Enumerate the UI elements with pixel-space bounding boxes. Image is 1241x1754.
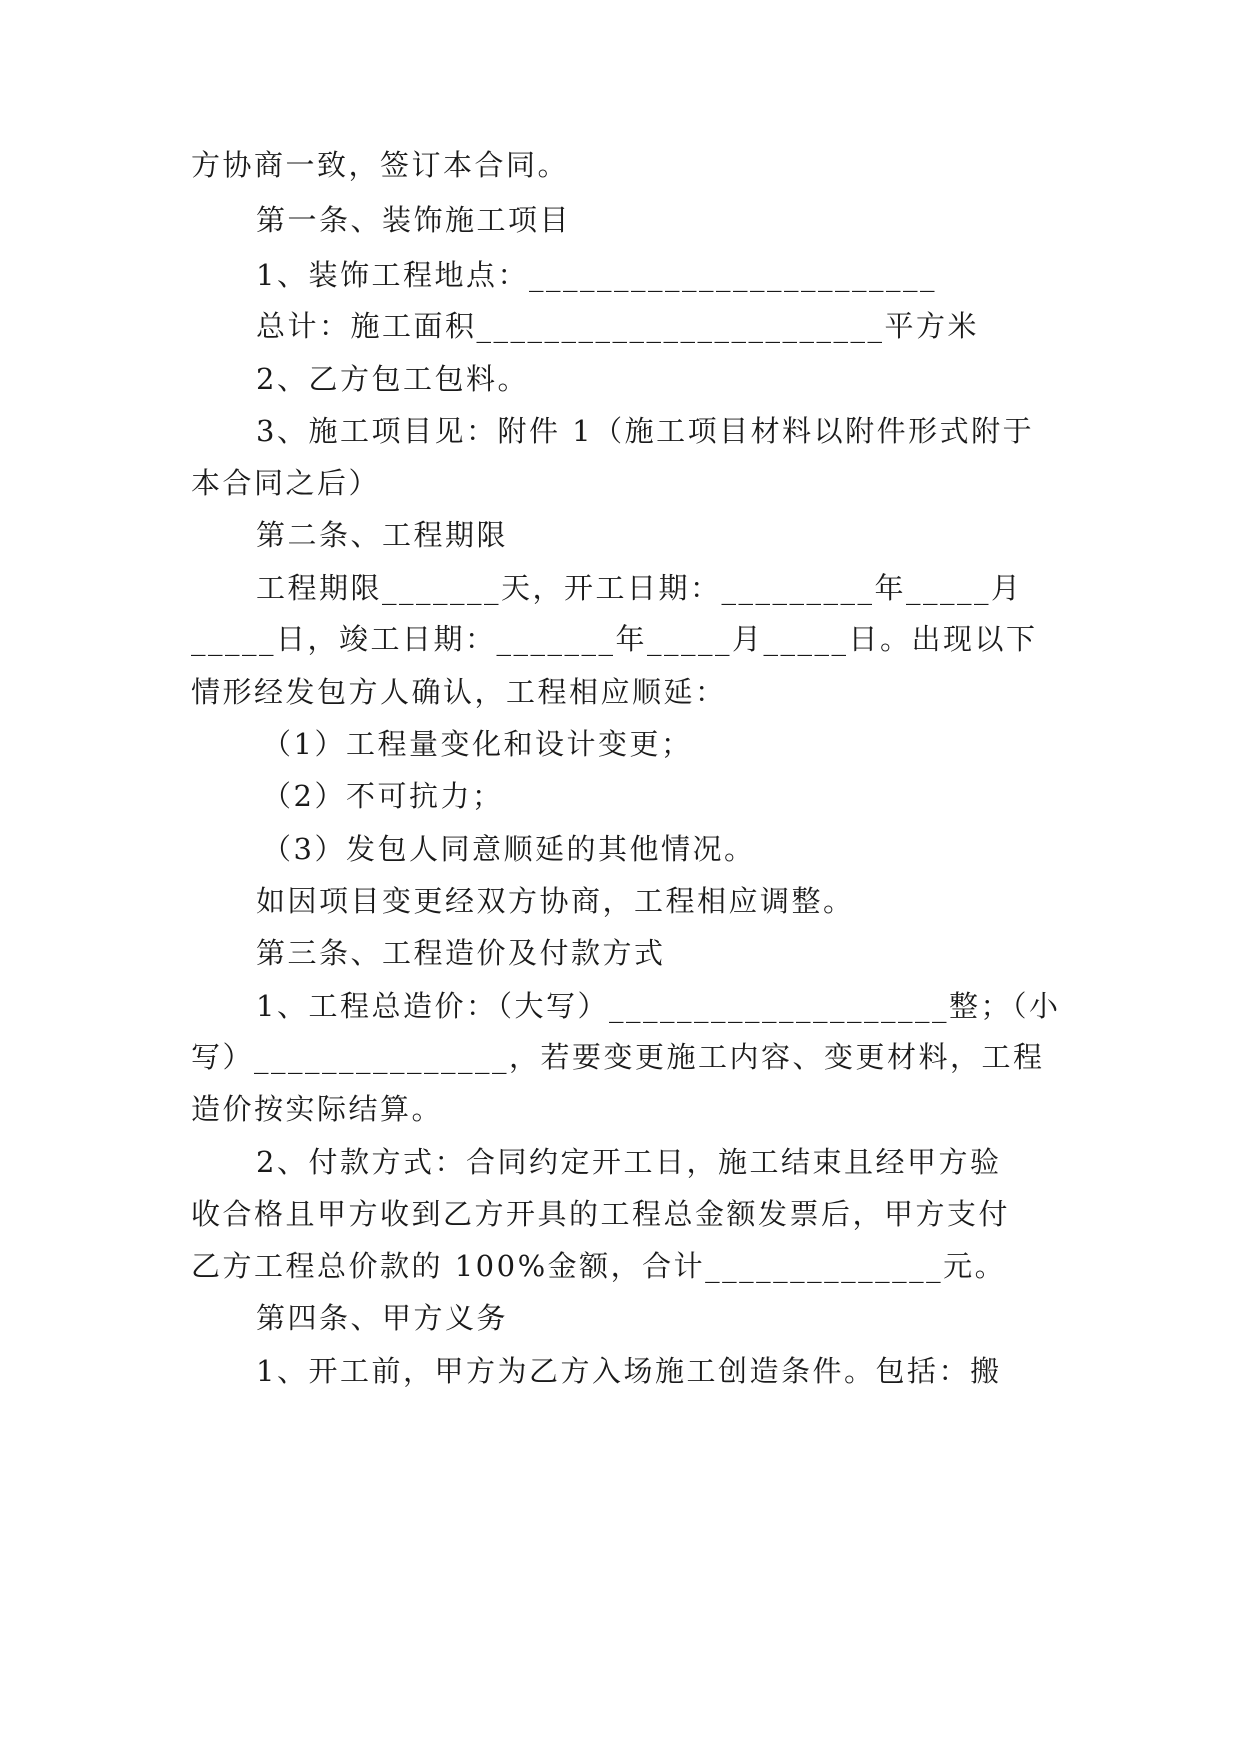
section-heading: 第二条、工程期限: [256, 518, 509, 552]
text-line: 如因项目变更经双方协商，工程相应调整。: [256, 884, 855, 918]
text-line: 情形经发包方人确认，工程相应顺延：: [191, 675, 727, 709]
text-line: 2、付款方式：合同约定开工日，施工结束且经甲方验: [256, 1145, 1002, 1179]
section-heading: 第一条、装饰施工项目: [256, 203, 572, 237]
text-line: 总计：施工面积________________________平方米: [256, 309, 980, 343]
list-item: （3）发包人同意顺延的其他情况。: [262, 832, 756, 866]
text-line: 写）_______________，若要变更施工内容、变更材料，工程: [191, 1040, 1045, 1074]
list-item: （2）不可抗力；: [262, 779, 504, 813]
text-line: 造价按实际结算。: [191, 1092, 444, 1126]
text-line: 1、装饰工程地点：________________________: [256, 258, 937, 292]
text-line: 2、乙方包工包料。: [256, 362, 529, 396]
section-heading: 第四条、甲方义务: [256, 1301, 509, 1335]
text-line: 3、施工项目见：附件 1（施工项目材料以附件形式附于: [256, 414, 1035, 448]
text-line: 1、开工前，甲方为乙方入场施工创造条件。包括：搬: [256, 1354, 1002, 1388]
text-line: 本合同之后）: [191, 466, 381, 500]
list-item: （1）工程量变化和设计变更；: [262, 727, 693, 761]
text-line: 方协商一致，签订本合同。: [191, 148, 570, 182]
text-line: 乙方工程总价款的 100%金额，合计______________元。: [191, 1249, 1007, 1283]
section-heading: 第三条、工程造价及付款方式: [256, 936, 666, 970]
text-line: _____日，竣工日期：_______年_____月_____日。出现以下: [191, 622, 1038, 656]
text-line: 1、工程总造价：（大写）____________________整；（小: [256, 989, 1061, 1023]
text-line: 收合格且甲方收到乙方开具的工程总金额发票后，甲方支付: [191, 1197, 1011, 1231]
text-line: 工程期限_______天，开工日期：_________年_____月: [256, 571, 1023, 605]
